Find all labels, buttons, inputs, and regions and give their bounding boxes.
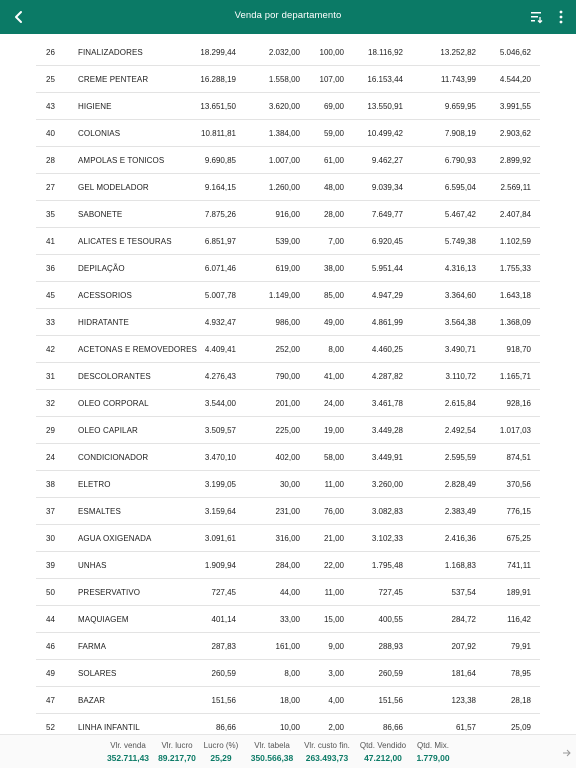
cell-tabela: 400,55 bbox=[378, 615, 403, 624]
table-row[interactable] bbox=[36, 579, 540, 606]
cell-lucro: 161,00 bbox=[275, 642, 300, 651]
cell-perc: 24,00 bbox=[323, 399, 344, 408]
table-row[interactable] bbox=[36, 687, 540, 714]
cell-venda: 4.276,43 bbox=[204, 372, 236, 381]
cell-name: PRESERVATIVO bbox=[78, 588, 141, 597]
cell-venda: 3.091,61 bbox=[204, 534, 236, 543]
total-value: 25,29 bbox=[210, 753, 232, 763]
cell-lucro: 402,00 bbox=[275, 453, 300, 462]
cell-venda: 18.299,44 bbox=[200, 48, 236, 57]
cell-perc: 4,00 bbox=[328, 696, 344, 705]
cell-code: 52 bbox=[46, 723, 55, 732]
cell-mix: 79,91 bbox=[510, 642, 531, 651]
table-row[interactable] bbox=[36, 255, 540, 282]
cell-tabela: 4.460,25 bbox=[371, 345, 403, 354]
cell-mix: 928,16 bbox=[506, 399, 531, 408]
cell-code: 36 bbox=[46, 264, 55, 273]
cell-venda: 3.509,57 bbox=[204, 426, 236, 435]
cell-name: GEL MODELADOR bbox=[78, 183, 149, 192]
cell-lucro: 231,00 bbox=[275, 507, 300, 516]
cell-venda: 13.651,50 bbox=[200, 102, 236, 111]
cell-custo: 3.110,72 bbox=[445, 372, 476, 381]
arrow-forward-icon bbox=[562, 748, 572, 758]
table-row[interactable] bbox=[36, 336, 540, 363]
cell-custo: 1.168,83 bbox=[444, 561, 476, 570]
cell-name: OLEO CAPILAR bbox=[78, 426, 138, 435]
cell-lucro: 1.558,00 bbox=[268, 75, 300, 84]
cell-name: UNHAS bbox=[78, 561, 107, 570]
cell-venda: 7.875,26 bbox=[204, 210, 236, 219]
cell-tabela: 4.861,99 bbox=[371, 318, 403, 327]
cell-code: 44 bbox=[46, 615, 55, 624]
cell-lucro: 10,00 bbox=[279, 723, 300, 732]
total-label: Lucro (%) bbox=[203, 741, 239, 750]
cell-lucro: 619,00 bbox=[275, 264, 300, 273]
table-row[interactable] bbox=[36, 552, 540, 579]
cell-mix: 116,42 bbox=[507, 615, 531, 624]
total-custo bbox=[297, 741, 357, 763]
cell-lucro: 33,00 bbox=[279, 615, 300, 624]
cell-perc: 11,00 bbox=[324, 588, 344, 597]
total-label: Qtd. Mix. bbox=[416, 741, 449, 750]
cell-perc: 41,00 bbox=[323, 372, 344, 381]
cell-code: 38 bbox=[46, 480, 55, 489]
cell-lucro: 1.149,00 bbox=[268, 291, 300, 300]
more-vert-icon bbox=[559, 10, 563, 24]
cell-custo: 2.492,54 bbox=[444, 426, 476, 435]
cell-code: 33 bbox=[46, 318, 55, 327]
filter-list-icon bbox=[530, 10, 544, 24]
cell-lucro: 2.032,00 bbox=[268, 48, 300, 57]
table-row[interactable] bbox=[36, 309, 540, 336]
table-row[interactable] bbox=[36, 606, 540, 633]
cell-custo: 2.828,49 bbox=[444, 480, 476, 489]
cell-tabela: 6.920,45 bbox=[371, 237, 403, 246]
cell-lucro: 8,00 bbox=[284, 669, 300, 678]
cell-perc: 38,00 bbox=[323, 264, 344, 273]
cell-mix: 1.017,03 bbox=[499, 426, 531, 435]
totals-footer bbox=[0, 734, 576, 768]
cell-name: CONDICIONADOR bbox=[78, 453, 149, 462]
cell-mix: 1.755,33 bbox=[499, 264, 531, 273]
cell-custo: 4.316,13 bbox=[444, 264, 476, 273]
cell-name: SOLARES bbox=[78, 669, 117, 678]
cell-custo: 9.659,95 bbox=[444, 102, 476, 111]
table-row[interactable] bbox=[36, 120, 540, 147]
cell-name: DEPILAÇÃO bbox=[78, 264, 125, 273]
cell-mix: 1.643,18 bbox=[499, 291, 531, 300]
table-row[interactable] bbox=[36, 201, 540, 228]
total-qtd-mix bbox=[403, 741, 463, 763]
cell-code: 28 bbox=[46, 156, 55, 165]
cell-name: OLEO CORPORAL bbox=[78, 399, 149, 408]
cell-venda: 16.288,19 bbox=[200, 75, 236, 84]
cell-mix: 78,95 bbox=[510, 669, 531, 678]
cell-mix: 1.368,09 bbox=[499, 318, 531, 327]
table-row[interactable] bbox=[36, 147, 540, 174]
cell-lucro: 1.260,00 bbox=[268, 183, 300, 192]
cell-tabela: 9.462,27 bbox=[371, 156, 403, 165]
cell-name: ACETONAS E REMOVEDORES bbox=[78, 345, 197, 354]
table-row[interactable] bbox=[36, 93, 540, 120]
table-row[interactable] bbox=[36, 228, 540, 255]
cell-custo: 5.749,38 bbox=[444, 237, 476, 246]
total-label: Qtd. Vendido bbox=[359, 741, 407, 750]
total-value: 1.779,00 bbox=[416, 753, 450, 763]
cell-mix: 2.569,11 bbox=[500, 183, 531, 192]
cell-code: 35 bbox=[46, 210, 55, 219]
total-label: Vlr. tabela bbox=[254, 741, 290, 750]
cell-mix: 776,15 bbox=[506, 507, 531, 516]
cell-tabela: 9.039,34 bbox=[371, 183, 403, 192]
cell-code: 46 bbox=[46, 642, 55, 651]
cell-tabela: 3.082,83 bbox=[371, 507, 403, 516]
cell-lucro: 316,00 bbox=[275, 534, 300, 543]
cell-name: CREME PENTEAR bbox=[78, 75, 149, 84]
cell-code: 32 bbox=[46, 399, 55, 408]
cell-lucro: 18,00 bbox=[279, 696, 300, 705]
cell-tabela: 288,93 bbox=[378, 642, 403, 651]
cell-name: MAQUIAGEM bbox=[78, 615, 129, 624]
cell-tabela: 151,56 bbox=[378, 696, 403, 705]
cell-perc: 22,00 bbox=[323, 561, 344, 570]
cell-mix: 5.046,62 bbox=[499, 48, 531, 57]
cell-perc: 107,00 bbox=[319, 75, 344, 84]
cell-code: 39 bbox=[46, 561, 55, 570]
cell-custo: 13.252,82 bbox=[440, 48, 476, 57]
cell-code: 43 bbox=[46, 102, 55, 111]
cell-mix: 2.899,92 bbox=[499, 156, 531, 165]
cell-perc: 59,00 bbox=[323, 129, 344, 138]
cell-lucro: 539,00 bbox=[275, 237, 300, 246]
cell-code: 27 bbox=[46, 183, 55, 192]
cell-mix: 189,91 bbox=[506, 588, 531, 597]
cell-lucro: 284,00 bbox=[275, 561, 300, 570]
cell-code: 42 bbox=[46, 345, 55, 354]
cell-perc: 15,00 bbox=[323, 615, 344, 624]
table-row[interactable] bbox=[36, 174, 540, 201]
cell-custo: 6.595,04 bbox=[444, 183, 476, 192]
cell-custo: 2.595,59 bbox=[444, 453, 476, 462]
cell-code: 41 bbox=[46, 237, 55, 246]
cell-code: 25 bbox=[46, 75, 55, 84]
cell-lucro: 3.620,00 bbox=[268, 102, 300, 111]
cell-mix: 874,51 bbox=[506, 453, 531, 462]
cell-perc: 21,00 bbox=[323, 534, 344, 543]
total-value: 47.212,00 bbox=[364, 753, 402, 763]
cell-code: 31 bbox=[46, 372, 55, 381]
cell-name: AMPOLAS E TONICOS bbox=[78, 156, 165, 165]
cell-venda: 3.199,05 bbox=[204, 480, 236, 489]
cell-custo: 2.383,49 bbox=[444, 507, 476, 516]
cell-code: 30 bbox=[46, 534, 55, 543]
table-row[interactable] bbox=[36, 363, 540, 390]
cell-lucro: 790,00 bbox=[275, 372, 300, 381]
next-button[interactable] bbox=[561, 747, 573, 759]
cell-name: LINHA INFANTIL bbox=[78, 723, 140, 732]
cell-name: HIGIENE bbox=[78, 102, 112, 111]
cell-name: ESMALTES bbox=[78, 507, 121, 516]
cell-name: AGUA OXIGENADA bbox=[78, 534, 152, 543]
cell-mix: 28,18 bbox=[510, 696, 531, 705]
cell-custo: 537,54 bbox=[451, 588, 476, 597]
cell-venda: 260,59 bbox=[211, 669, 236, 678]
cell-tabela: 86,66 bbox=[382, 723, 403, 732]
cell-mix: 25,09 bbox=[510, 723, 531, 732]
table-row[interactable] bbox=[36, 633, 540, 660]
cell-venda: 4.932,47 bbox=[204, 318, 236, 327]
cell-perc: 61,00 bbox=[323, 156, 344, 165]
cell-lucro: 916,00 bbox=[275, 210, 300, 219]
cell-lucro: 252,00 bbox=[275, 345, 300, 354]
cell-custo: 11.743,99 bbox=[441, 75, 476, 84]
cell-venda: 3.470,10 bbox=[204, 453, 236, 462]
table-row[interactable] bbox=[36, 471, 540, 498]
cell-tabela: 1.795,48 bbox=[371, 561, 403, 570]
table-row[interactable] bbox=[36, 39, 540, 66]
total-label: Vlr. venda bbox=[110, 741, 146, 750]
cell-perc: 8,00 bbox=[328, 345, 344, 354]
cell-perc: 2,00 bbox=[328, 723, 344, 732]
cell-tabela: 260,59 bbox=[378, 669, 403, 678]
cell-mix: 370,56 bbox=[506, 480, 531, 489]
cell-perc: 3,00 bbox=[328, 669, 344, 678]
cell-custo: 5.467,42 bbox=[444, 210, 476, 219]
cell-mix: 3.991,55 bbox=[499, 102, 531, 111]
cell-venda: 4.409,41 bbox=[204, 345, 236, 354]
cell-perc: 85,00 bbox=[323, 291, 344, 300]
cell-perc: 28,00 bbox=[323, 210, 344, 219]
table-row[interactable] bbox=[36, 498, 540, 525]
cell-tabela: 3.260,00 bbox=[371, 480, 403, 489]
cell-tabela: 3.102,33 bbox=[371, 534, 403, 543]
cell-venda: 86,66 bbox=[215, 723, 236, 732]
cell-custo: 181,64 bbox=[451, 669, 476, 678]
cell-name: ACESSORIOS bbox=[78, 291, 132, 300]
cell-lucro: 1.007,00 bbox=[268, 156, 300, 165]
total-value: 263.493,73 bbox=[305, 753, 349, 763]
total-tabela bbox=[242, 741, 302, 763]
total-value: 352.711,43 bbox=[106, 753, 150, 763]
cell-name: ELETRO bbox=[78, 480, 111, 489]
cell-custo: 3.490,71 bbox=[444, 345, 476, 354]
cell-perc: 9,00 bbox=[328, 642, 344, 651]
cell-custo: 284,72 bbox=[451, 615, 476, 624]
table-row[interactable] bbox=[36, 660, 540, 687]
cell-venda: 1.909,94 bbox=[204, 561, 236, 570]
cell-venda: 9.690,85 bbox=[204, 156, 236, 165]
cell-tabela: 10.499,42 bbox=[367, 129, 403, 138]
table-row[interactable] bbox=[36, 282, 540, 309]
cell-custo: 7.908,19 bbox=[444, 129, 476, 138]
cell-custo: 123,38 bbox=[451, 696, 476, 705]
table-row[interactable] bbox=[36, 525, 540, 552]
cell-venda: 3.544,00 bbox=[204, 399, 236, 408]
cell-tabela: 3.449,91 bbox=[371, 453, 403, 462]
cell-name: DESCOLORANTES bbox=[78, 372, 151, 381]
cell-perc: 76,00 bbox=[323, 507, 344, 516]
cell-code: 24 bbox=[46, 453, 55, 462]
cell-mix: 1.102,59 bbox=[499, 237, 531, 246]
cell-tabela: 18.116,92 bbox=[368, 48, 403, 57]
cell-lucro: 225,00 bbox=[275, 426, 300, 435]
cell-custo: 3.564,38 bbox=[444, 318, 476, 327]
cell-custo: 61,57 bbox=[455, 723, 476, 732]
filter-button[interactable] bbox=[527, 7, 547, 27]
cell-code: 45 bbox=[46, 291, 55, 300]
cell-tabela: 5.951,44 bbox=[371, 264, 403, 273]
cell-name: COLONIAS bbox=[78, 129, 121, 138]
cell-mix: 2.407,84 bbox=[499, 210, 531, 219]
more-options-button[interactable] bbox=[553, 7, 569, 27]
cell-tabela: 13.550,91 bbox=[367, 102, 403, 111]
total-label: Vlr. custo fin. bbox=[304, 741, 350, 750]
cell-mix: 675,25 bbox=[506, 534, 531, 543]
cell-perc: 58,00 bbox=[323, 453, 344, 462]
cell-code: 40 bbox=[46, 129, 55, 138]
cell-lucro: 1.384,00 bbox=[268, 129, 300, 138]
cell-tabela: 7.649,77 bbox=[371, 210, 403, 219]
page-title: Venda por departamento bbox=[234, 10, 342, 21]
table-row[interactable] bbox=[36, 390, 540, 417]
cell-mix: 4.544,20 bbox=[499, 75, 531, 84]
total-value: 350.566,38 bbox=[250, 753, 294, 763]
cell-tabela: 4.947,29 bbox=[371, 291, 403, 300]
table-row[interactable] bbox=[36, 444, 540, 471]
cell-venda: 6.071,46 bbox=[204, 264, 236, 273]
cell-perc: 11,00 bbox=[324, 480, 344, 489]
cell-lucro: 201,00 bbox=[275, 399, 300, 408]
cell-custo: 3.364,60 bbox=[444, 291, 476, 300]
cell-name: ALICATES E TESOURAS bbox=[78, 237, 172, 246]
cell-mix: 2.903,62 bbox=[499, 129, 531, 138]
total-value: 89.217,70 bbox=[158, 753, 196, 763]
cell-mix: 918,70 bbox=[506, 345, 531, 354]
cell-custo: 207,92 bbox=[451, 642, 476, 651]
cell-venda: 727,45 bbox=[211, 588, 236, 597]
cell-name: HIDRATANTE bbox=[78, 318, 129, 327]
cell-perc: 48,00 bbox=[323, 183, 344, 192]
cell-name: SABONETE bbox=[78, 210, 123, 219]
cell-venda: 10.811,81 bbox=[201, 129, 236, 138]
cell-lucro: 44,00 bbox=[279, 588, 300, 597]
cell-code: 50 bbox=[46, 588, 55, 597]
cell-venda: 3.159,64 bbox=[204, 507, 236, 516]
cell-venda: 401,14 bbox=[211, 615, 236, 624]
cell-venda: 287,83 bbox=[211, 642, 236, 651]
table-row[interactable] bbox=[36, 66, 540, 93]
cell-perc: 7,00 bbox=[328, 237, 344, 246]
cell-tabela: 3.461,78 bbox=[371, 399, 403, 408]
cell-tabela: 4.287,82 bbox=[371, 372, 403, 381]
cell-code: 26 bbox=[46, 48, 55, 57]
cell-tabela: 727,45 bbox=[378, 588, 403, 597]
cell-code: 47 bbox=[46, 696, 55, 705]
cell-code: 29 bbox=[46, 426, 55, 435]
cell-lucro: 30,00 bbox=[279, 480, 300, 489]
cell-mix: 741,11 bbox=[507, 561, 531, 570]
cell-custo: 2.416,36 bbox=[444, 534, 476, 543]
cell-mix: 1.165,71 bbox=[499, 372, 531, 381]
cell-lucro: 986,00 bbox=[275, 318, 300, 327]
cell-venda: 6.851,97 bbox=[204, 237, 236, 246]
cell-perc: 19,00 bbox=[323, 426, 344, 435]
total-label: Vlr. lucro bbox=[161, 741, 193, 750]
cell-code: 37 bbox=[46, 507, 55, 516]
department-list[interactable] bbox=[0, 39, 576, 733]
cell-perc: 69,00 bbox=[323, 102, 344, 111]
cell-name: FARMA bbox=[78, 642, 107, 651]
cell-venda: 9.164,15 bbox=[204, 183, 236, 192]
cell-name: FINALIZADORES bbox=[78, 48, 143, 57]
cell-venda: 151,56 bbox=[211, 696, 236, 705]
cell-tabela: 3.449,28 bbox=[371, 426, 403, 435]
cell-tabela: 16.153,44 bbox=[367, 75, 403, 84]
cell-perc: 100,00 bbox=[319, 48, 344, 57]
cell-venda: 5.007,78 bbox=[204, 291, 236, 300]
table-row[interactable] bbox=[36, 417, 540, 444]
cell-custo: 2.615,84 bbox=[444, 399, 476, 408]
app-bar bbox=[0, 0, 576, 34]
cell-name: BAZAR bbox=[78, 696, 106, 705]
cell-perc: 49,00 bbox=[323, 318, 344, 327]
table-row[interactable] bbox=[36, 714, 540, 733]
cell-code: 49 bbox=[46, 669, 55, 678]
cell-custo: 6.790,93 bbox=[444, 156, 476, 165]
